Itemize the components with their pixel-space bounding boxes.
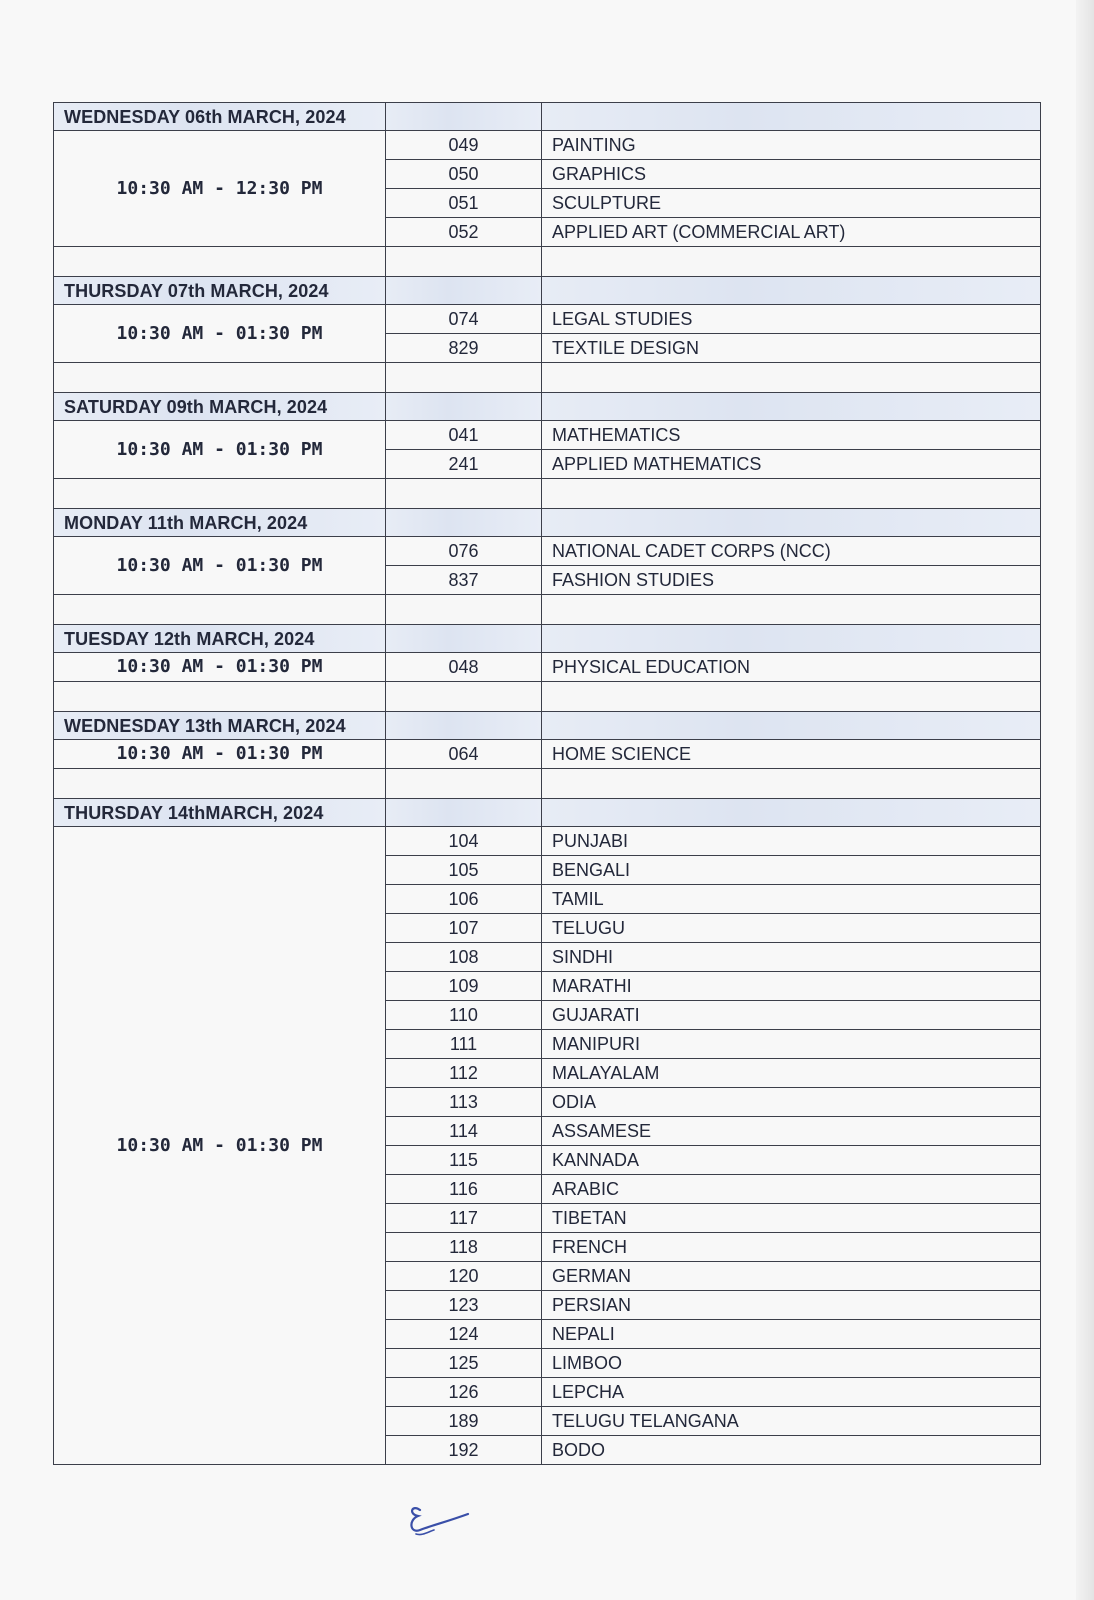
date-header-row [54, 712, 1041, 740]
spacer-cell [386, 479, 542, 509]
subject-name: APPLIED ART (COMMERCIAL ART) [542, 218, 1041, 247]
spacer-row [54, 247, 1041, 277]
subject-code: 051 [386, 189, 542, 218]
date-header-fill [542, 712, 1041, 740]
date-header-row [54, 393, 1041, 421]
subject-name: TEXTILE DESIGN [542, 334, 1041, 363]
spacer-row [54, 769, 1041, 799]
subject-row [54, 537, 1041, 566]
subject-name: MANIPURI [542, 1030, 1041, 1059]
date-header-fill [386, 277, 542, 305]
subject-code: 052 [386, 218, 542, 247]
subject-name: SCULPTURE [542, 189, 1041, 218]
exam-schedule-body [54, 103, 1041, 1465]
date-header-row [54, 799, 1041, 827]
date-header-fill [542, 103, 1041, 131]
spacer-cell [54, 682, 386, 712]
subject-code: 076 [386, 537, 542, 566]
subject-code: 109 [386, 972, 542, 1001]
exam-time: 10:30 AM - 01:30 PM [54, 827, 386, 1465]
subject-code: 110 [386, 1001, 542, 1030]
subject-code: 041 [386, 421, 542, 450]
subject-name: FASHION STUDIES [542, 566, 1041, 595]
date-header-row [54, 509, 1041, 537]
subject-code: 111 [386, 1030, 542, 1059]
page-edge [1076, 0, 1094, 1600]
spacer-cell [542, 479, 1041, 509]
subject-code: 115 [386, 1146, 542, 1175]
subject-name: KANNADA [542, 1146, 1041, 1175]
subject-name: FRENCH [542, 1233, 1041, 1262]
signature-mark [406, 1500, 476, 1550]
subject-code: 074 [386, 305, 542, 334]
subject-name: ASSAMESE [542, 1117, 1041, 1146]
subject-name: NEPALI [542, 1320, 1041, 1349]
subject-row [54, 305, 1041, 334]
spacer-cell [542, 769, 1041, 799]
spacer-cell [54, 247, 386, 277]
exam-time: 10:30 AM - 01:30 PM [54, 537, 386, 595]
subject-name: GRAPHICS [542, 160, 1041, 189]
date-header-fill [542, 799, 1041, 827]
subject-code: 829 [386, 334, 542, 363]
date-header-fill [386, 799, 542, 827]
subject-name: LEGAL STUDIES [542, 305, 1041, 334]
subject-code: 106 [386, 885, 542, 914]
exam-time: 10:30 AM - 01:30 PM [54, 305, 386, 363]
subject-code: 192 [386, 1436, 542, 1465]
exam-date: WEDNESDAY 06th MARCH, 2024 [54, 103, 386, 131]
exam-time: 10:30 AM - 01:30 PM [54, 740, 386, 769]
exam-date: THURSDAY 07th MARCH, 2024 [54, 277, 386, 305]
spacer-row [54, 479, 1041, 509]
date-header-fill [542, 277, 1041, 305]
exam-date: WEDNESDAY 13th MARCH, 2024 [54, 712, 386, 740]
subject-code: 126 [386, 1378, 542, 1407]
subject-row [54, 653, 1041, 682]
spacer-cell [542, 363, 1041, 393]
spacer-row [54, 595, 1041, 625]
exam-date: TUESDAY 12th MARCH, 2024 [54, 625, 386, 653]
subject-row [54, 131, 1041, 160]
subject-code: 108 [386, 943, 542, 972]
subject-name: MALAYALAM [542, 1059, 1041, 1088]
exam-schedule-table [53, 102, 1041, 1465]
subject-name: TELUGU [542, 914, 1041, 943]
subject-name: LEPCHA [542, 1378, 1041, 1407]
subject-name: TIBETAN [542, 1204, 1041, 1233]
spacer-cell [54, 363, 386, 393]
subject-code: 124 [386, 1320, 542, 1349]
subject-name: ODIA [542, 1088, 1041, 1117]
subject-code: 837 [386, 566, 542, 595]
subject-code: 117 [386, 1204, 542, 1233]
subject-row [54, 827, 1041, 856]
date-header-fill [386, 625, 542, 653]
spacer-cell [386, 363, 542, 393]
subject-row [54, 740, 1041, 769]
subject-name: TELUGU TELANGANA [542, 1407, 1041, 1436]
subject-code: 123 [386, 1291, 542, 1320]
date-header-fill [542, 625, 1041, 653]
subject-name: MARATHI [542, 972, 1041, 1001]
subject-row [54, 421, 1041, 450]
subject-name: GERMAN [542, 1262, 1041, 1291]
date-header-row [54, 277, 1041, 305]
spacer-cell [542, 682, 1041, 712]
subject-code: 112 [386, 1059, 542, 1088]
subject-name: LIMBOO [542, 1349, 1041, 1378]
subject-name: PHYSICAL EDUCATION [542, 653, 1041, 682]
subject-code: 113 [386, 1088, 542, 1117]
subject-code: 120 [386, 1262, 542, 1291]
exam-date: THURSDAY 14thMARCH, 2024 [54, 799, 386, 827]
subject-code: 104 [386, 827, 542, 856]
spacer-cell [54, 595, 386, 625]
subject-code: 107 [386, 914, 542, 943]
exam-time: 10:30 AM - 12:30 PM [54, 131, 386, 247]
subject-name: NATIONAL CADET CORPS (NCC) [542, 537, 1041, 566]
spacer-cell [542, 595, 1041, 625]
subject-name: APPLIED MATHEMATICS [542, 450, 1041, 479]
subject-code: 048 [386, 653, 542, 682]
spacer-row [54, 682, 1041, 712]
subject-code: 118 [386, 1233, 542, 1262]
subject-name: HOME SCIENCE [542, 740, 1041, 769]
subject-name: BENGALI [542, 856, 1041, 885]
subject-code: 050 [386, 160, 542, 189]
spacer-cell [386, 769, 542, 799]
subject-code: 049 [386, 131, 542, 160]
subject-name: ARABIC [542, 1175, 1041, 1204]
date-header-fill [386, 393, 542, 421]
subject-name: SINDHI [542, 943, 1041, 972]
subject-name: PUNJABI [542, 827, 1041, 856]
spacer-row [54, 363, 1041, 393]
date-header-fill [386, 103, 542, 131]
subject-name: PAINTING [542, 131, 1041, 160]
subject-name: MATHEMATICS [542, 421, 1041, 450]
date-header-row [54, 103, 1041, 131]
spacer-cell [542, 247, 1041, 277]
subject-code: 125 [386, 1349, 542, 1378]
exam-time: 10:30 AM - 01:30 PM [54, 653, 386, 682]
subject-name: BODO [542, 1436, 1041, 1465]
spacer-cell [54, 769, 386, 799]
subject-name: PERSIAN [542, 1291, 1041, 1320]
date-header-fill [542, 393, 1041, 421]
subject-code: 105 [386, 856, 542, 885]
subject-code: 064 [386, 740, 542, 769]
date-header-fill [386, 509, 542, 537]
spacer-cell [386, 682, 542, 712]
subject-code: 116 [386, 1175, 542, 1204]
exam-time: 10:30 AM - 01:30 PM [54, 421, 386, 479]
date-header-row [54, 625, 1041, 653]
exam-date: MONDAY 11th MARCH, 2024 [54, 509, 386, 537]
subject-name: TAMIL [542, 885, 1041, 914]
spacer-cell [386, 247, 542, 277]
subject-code: 189 [386, 1407, 542, 1436]
subject-name: GUJARATI [542, 1001, 1041, 1030]
spacer-cell [386, 595, 542, 625]
date-header-fill [386, 712, 542, 740]
subject-code: 114 [386, 1117, 542, 1146]
spacer-cell [54, 479, 386, 509]
subject-code: 241 [386, 450, 542, 479]
exam-date: SATURDAY 09th MARCH, 2024 [54, 393, 386, 421]
date-header-fill [542, 509, 1041, 537]
